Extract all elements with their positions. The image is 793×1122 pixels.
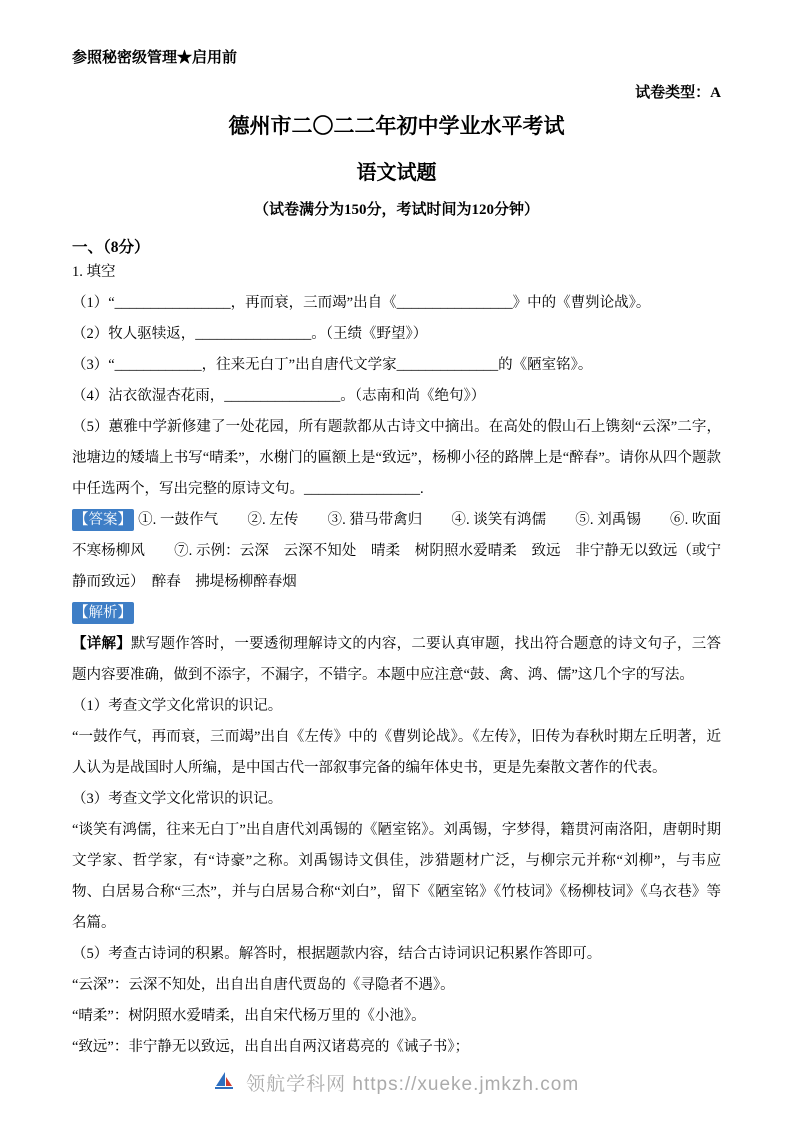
question-intro: 1. 填空	[72, 264, 116, 280]
question-line-3: （3）“____________，往来无白丁”出自唐代文学家______________的《陋室铭》。	[72, 357, 593, 373]
question-line-5: （5）蕙雅中学新修建了一处花园，所有题款都从古诗文中摘出。在高处的假山石上镌刻“云深”二字，池塘边的矮墙上书写“晴柔”，水榭门的匾额上是“致远”，杨柳小径的路牌上是“醉春”。请你从四个题款中任选两个，写出完整的原诗文句。________________.	[72, 419, 721, 497]
analysis-detail-text: 默写题作答时，一要透彻理解诗文的内容，二要认真审题，找出符合题意的诗文句子，三答题内容要准确，做到不添字，不漏字，不错字。本题中应注意“鼓、禽、鸿、儒”这几个字的写法。	[72, 636, 722, 683]
analysis-label-line	[72, 598, 721, 629]
exam-info: （试卷满分为150分，考试时间为120分钟）	[253, 202, 539, 218]
paper-type: 试卷类型：A	[635, 85, 721, 101]
analysis-label: 【解析】	[72, 602, 134, 624]
answer-text: ①. 一鼓作气 ②. 左传 ③. 猎马带禽归 ④. 谈笑有鸿儒 ⑤. 刘禹锡 ⑥. 吹面不寒杨柳风 ⑦. 示例：云深 云深不知处 晴柔 树阴照水爱晴柔 致远 非宁静无以致远（或宁静而致远） 醉春 拂堤杨柳醉春烟	[72, 512, 721, 590]
analysis-paragraph-6: “云深”：云深不知处，出自出自唐代贾岛的《寻隐者不遇》。	[72, 977, 455, 993]
watermark-text: 领航学科网 https://xueke.jmkzh.com	[246, 1074, 580, 1095]
security-notice: 参照秘密级管理★启用前	[72, 50, 238, 66]
analysis-paragraph-2: “一鼓作气，再而衰，三而竭”出自《左传》中的《曹刿论战》。《左传》，旧传为春秋时期左丘明著，近人认为是战国时人所编，是中国古代一部叙事完备的编年体史书，更是先秦散文著作的代表。	[72, 729, 721, 776]
answer-block	[72, 505, 721, 598]
section-heading: 一、（8分）	[72, 239, 150, 256]
analysis-detail-paragraph	[72, 629, 721, 691]
subject-title: 语文试题	[356, 162, 437, 184]
exam-title: 德州市二〇二二年初中学业水平考试	[228, 114, 565, 138]
detail-label: 【详解】	[72, 636, 132, 652]
watermark	[0, 1069, 793, 1096]
analysis-paragraph-4: “谈笑有鸿儒，往来无白丁”出自唐代刘禹锡的《陋室铭》。刘禹锡，字梦得，籍贯河南洛阳，唐朝时期文学家、哲学家，有“诗豪”之称。刘禹锡诗文俱佳，涉猎题材广泛，与柳宗元并称“刘柳”，与韦应物、白居易合称“三杰”，并与白居易合称“刘白”，留下《陋室铭》《竹枝词》《杨柳枝词》《乌衣巷》等名篇。	[72, 822, 721, 931]
analysis-paragraph-5: （5）考查古诗词的积累。解答时，根据题款内容，结合古诗词识记积累作答即可。	[72, 946, 602, 962]
analysis-paragraph-8: “致远”：非宁静无以致远，出自出自两汉诸葛亮的《诫子书》；	[72, 1039, 470, 1055]
question-line-2: （2）牧人驱犊返，________________。（王绩《野望》）	[72, 326, 428, 342]
question-line-1: （1）“________________，再而衰，三而竭”出自《________________》中的《曹刿论战》。	[72, 295, 651, 311]
question-line-4: （4）沾衣欲湿杏花雨，________________。（志南和尚《绝句》）	[72, 388, 486, 404]
analysis-paragraph-7: “晴柔”：树阴照水爱晴柔，出自宋代杨万里的《小池》。	[72, 1008, 426, 1024]
analysis-paragraph-1: （1）考查文学文化常识的识记。	[72, 698, 283, 714]
analysis-paragraph-3: （3）考查文学文化常识的识记。	[72, 791, 283, 807]
answer-label: 【答案】	[72, 509, 134, 531]
site-logo-icon	[214, 1070, 234, 1096]
